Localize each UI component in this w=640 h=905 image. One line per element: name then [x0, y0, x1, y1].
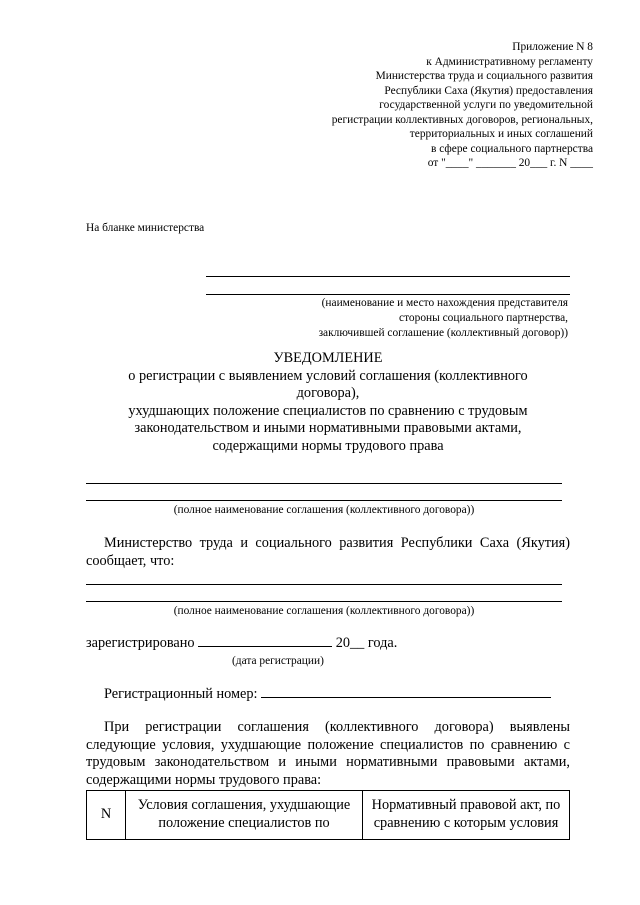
notice-subtitle-line: ухудшающих положение специалистов по сравнению с трудовым — [128, 402, 528, 419]
appendix-line: Министерства труда и социального развития — [375, 70, 593, 82]
table-header-conditions: Условия соглашения, ухудшающие положение специалистов по — [126, 791, 363, 840]
registered-row — [86, 634, 570, 653]
agreement-line-4 — [86, 601, 562, 602]
reg-number-label: Регистрационный номер: — [104, 686, 258, 702]
conditions-table — [86, 790, 570, 840]
reg-number-line — [261, 685, 551, 698]
reg-number-row — [86, 685, 570, 704]
addressee-note-line: (наименование и место нахождения представителя — [321, 297, 568, 309]
appendix-line: Приложение N 8 — [512, 41, 593, 53]
notice-title: УВЕДОМЛЕНИЕ — [273, 350, 383, 366]
appendix-line: в сфере социального партнерства — [431, 142, 593, 155]
appendix-line: государственной услуги по уведомительной — [379, 99, 593, 111]
notice-title-block — [86, 350, 570, 456]
appendix-line: Республики Саха (Якутия) предоставления — [384, 84, 593, 97]
appendix-line: от "____" _______ 20___ г. N ____ — [427, 157, 593, 169]
agreement-line-1 — [86, 483, 562, 484]
addressee-note-line: стороны социального партнерства, — [399, 312, 568, 324]
registration-date-line — [198, 634, 332, 647]
notice-subtitle-line: законодательством и иными нормативными правовыми актами, — [134, 420, 522, 437]
notice-subtitle-line: договора), — [296, 385, 360, 402]
addressee-line-1 — [206, 276, 570, 277]
addressee-note — [248, 296, 568, 341]
registration-date-caption: (дата регистрации) — [232, 655, 324, 667]
conditions-paragraph: При регистрации соглашения (коллективного договора) выявлены следующие условия, ухудшающие положение специалистов по сравнению с трудовым законодательством и иными нормативными правовыми актами, содержащими нормы трудового права: — [86, 719, 570, 788]
blank-label: На бланке министерства — [86, 222, 205, 234]
table-header-row — [87, 791, 570, 840]
addressee-note-line: заключившей соглашение (коллективный договор)) — [318, 327, 568, 339]
addressee-line-2 — [206, 294, 570, 295]
table-header-number: N — [87, 791, 126, 840]
agreement-line-2 — [86, 500, 562, 501]
appendix-line: регистрации коллективных договоров, региональных, — [331, 113, 593, 126]
appendix-line: территориальных и иных соглашений — [409, 128, 593, 140]
agreement-caption: (полное наименование соглашения (коллективного договора)) — [173, 605, 475, 617]
registered-label: зарегистрировано — [86, 635, 195, 651]
appendix-line: к Административному регламенту — [426, 55, 593, 68]
notice-subtitle-line: о регистрации с выявлением условий соглашения (коллективного — [128, 367, 528, 384]
registered-year-prefix: 20__ — [335, 635, 365, 651]
ministry-paragraph: Министерство труда и социального развития Республики Саха (Якутия) сообщает, что: — [86, 535, 570, 569]
appendix-header — [273, 40, 593, 171]
notice-subtitle-line: содержащими нормы трудового права — [212, 437, 444, 454]
table-header-legal-act: Нормативный правовой акт, по сравнению с которым условия — [363, 791, 570, 840]
agreement-caption: (полное наименование соглашения (коллективного договора)) — [173, 504, 475, 516]
agreement-line-3 — [86, 584, 562, 585]
registered-year-suffix: года. — [367, 635, 398, 651]
